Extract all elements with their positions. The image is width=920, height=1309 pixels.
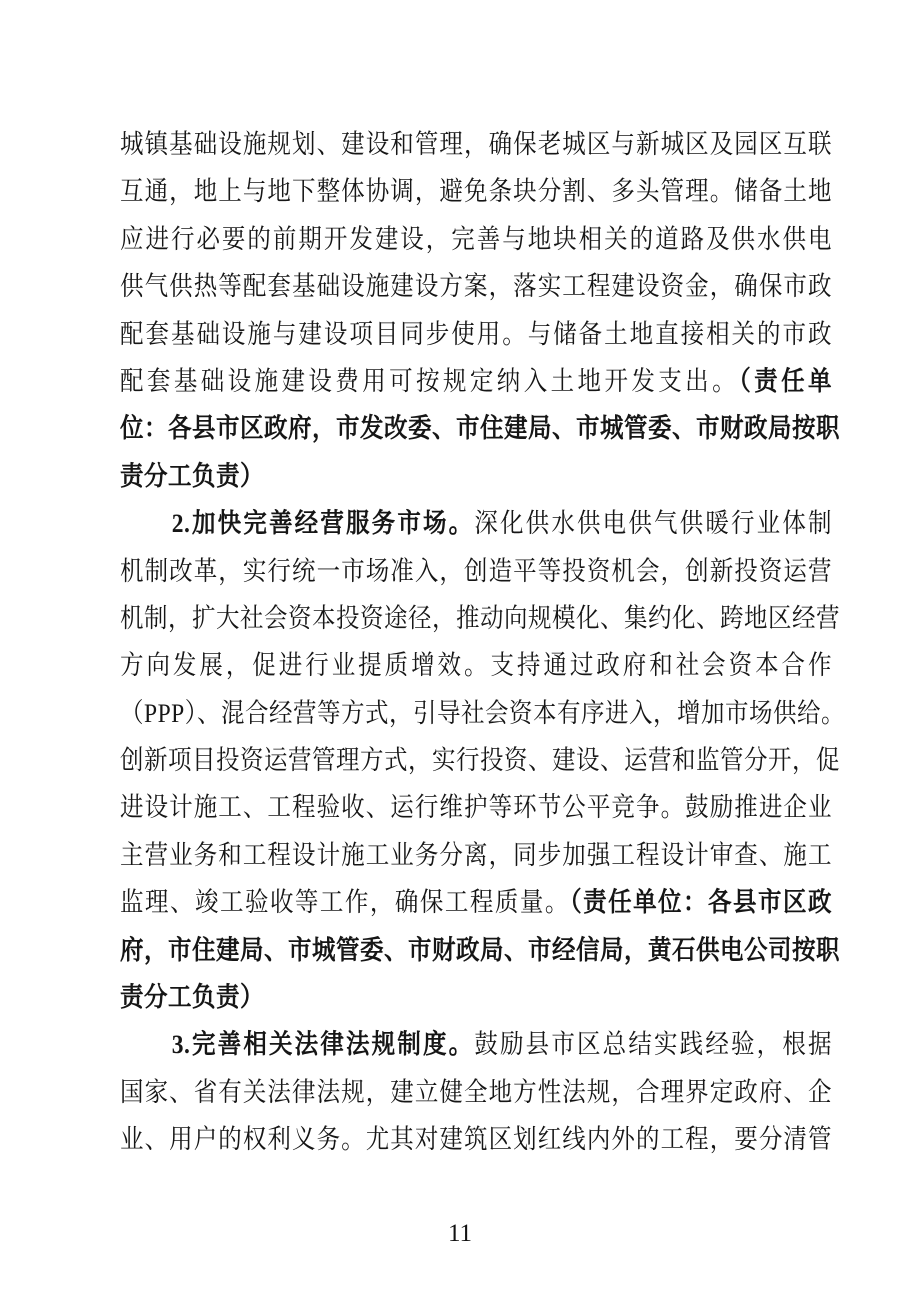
text-line [120, 450, 832, 504]
text-segment-kai: （责任单位：各县市区政 [569, 888, 833, 918]
text-segment-normal: 深化供水供电供气供暖行业体制 [474, 509, 833, 539]
text-segment-normal: 城镇基础设施规划、建设和管理，确保老城区与新城区及园区互联 [120, 130, 832, 160]
text-segment-normal: 国家、省有关法律法规，建立健全地方性法规，合理界定政府、企 [120, 1077, 832, 1108]
text-segment-normal: 配套基础设施建设费用可按规定纳入土地开发支出。 [120, 367, 740, 397]
text-segment-normal: 业、用户的权利义务。尤其对建筑区划红线内外的工程，要分清管 [120, 1125, 832, 1155]
text-segment-kai: 责分工负责） [120, 461, 264, 492]
text-line [120, 1019, 832, 1073]
text-line [120, 1114, 832, 1168]
text-segment-normal: 机制改革，实行统一市场准入，创造平等投资机会，创新投资运营 [120, 556, 832, 587]
document-body [120, 122, 845, 1165]
text-line [120, 403, 840, 457]
text-line [120, 593, 840, 647]
text-segment-normal: 供气供热等配套基础设施建设方案，落实工程建设资金，确保市政 [120, 272, 832, 302]
text-line [120, 877, 832, 931]
text-segment-normal: 互通，地上与地下整体协调，避免条块分割、多头管理。储备土地 [120, 177, 832, 208]
text-line [120, 166, 832, 220]
text-segment-normal: 应进行必要的前期开发建设，完善与地块相关的道路及供水供电 [120, 224, 832, 255]
text-segment-normal: 进设计施工、工程验收、运行维护等环节公平竞争。鼓励推进企业 [120, 793, 832, 824]
text-line [120, 687, 845, 741]
text-line [120, 308, 832, 362]
text-segment-kai: 府，市住建局、市城管委、市财政局、市经信局，黄石供电公司按职 [120, 935, 840, 966]
text-segment-kai: 责分工负责） [120, 983, 264, 1013]
text-segment-normal: 创新项目投资运营管理方式，实行投资、建设、运营和监管分开，促 [120, 746, 840, 776]
page-number: 11 [447, 1220, 473, 1247]
text-line [120, 1066, 832, 1120]
text-line [120, 119, 832, 173]
text-segment-normal: 监理、竣工验收等工作，确保工程质量。 [120, 888, 570, 918]
text-segment-hei: 2.加快完善经营服务市场。 [171, 509, 475, 539]
text-line [120, 640, 832, 694]
text-line [120, 498, 832, 552]
text-segment-normal: 鼓励县市区总结实践经验，根据 [474, 1030, 833, 1061]
text-segment-normal: （PPP）、混合经营等方式，引导社会资本有序进入，增加市场供给。 [120, 698, 845, 729]
text-line [120, 545, 832, 599]
text-segment-normal: 主营业务和工程设计施工业务分离，同步加强工程设计审查、施工 [120, 840, 832, 871]
text-line [120, 735, 840, 789]
text-segment-kai: 位：各县市区政府，市发改委、市住建局、市城管委、市财政局按职 [120, 414, 840, 445]
text-line [120, 213, 832, 267]
text-line [120, 261, 832, 315]
text-line [120, 782, 832, 836]
text-segment-normal: 方向发展，促进行业提质增效。支持通过政府和社会资本合作 [120, 651, 832, 682]
text-line [120, 924, 840, 978]
text-segment-kai: （责任单 [739, 367, 833, 397]
text-segment-normal: 机制，扩大社会资本投资途径，推动向规模化、集约化、跨地区经营 [120, 603, 840, 634]
text-line [120, 972, 832, 1026]
text-line [120, 830, 832, 884]
text-segment-normal: 配套基础设施与建设项目同步使用。与储备土地直接相关的市政 [120, 319, 832, 350]
text-segment-hei: 3.完善相关法律法规制度。 [171, 1030, 475, 1061]
text-line [120, 356, 832, 410]
